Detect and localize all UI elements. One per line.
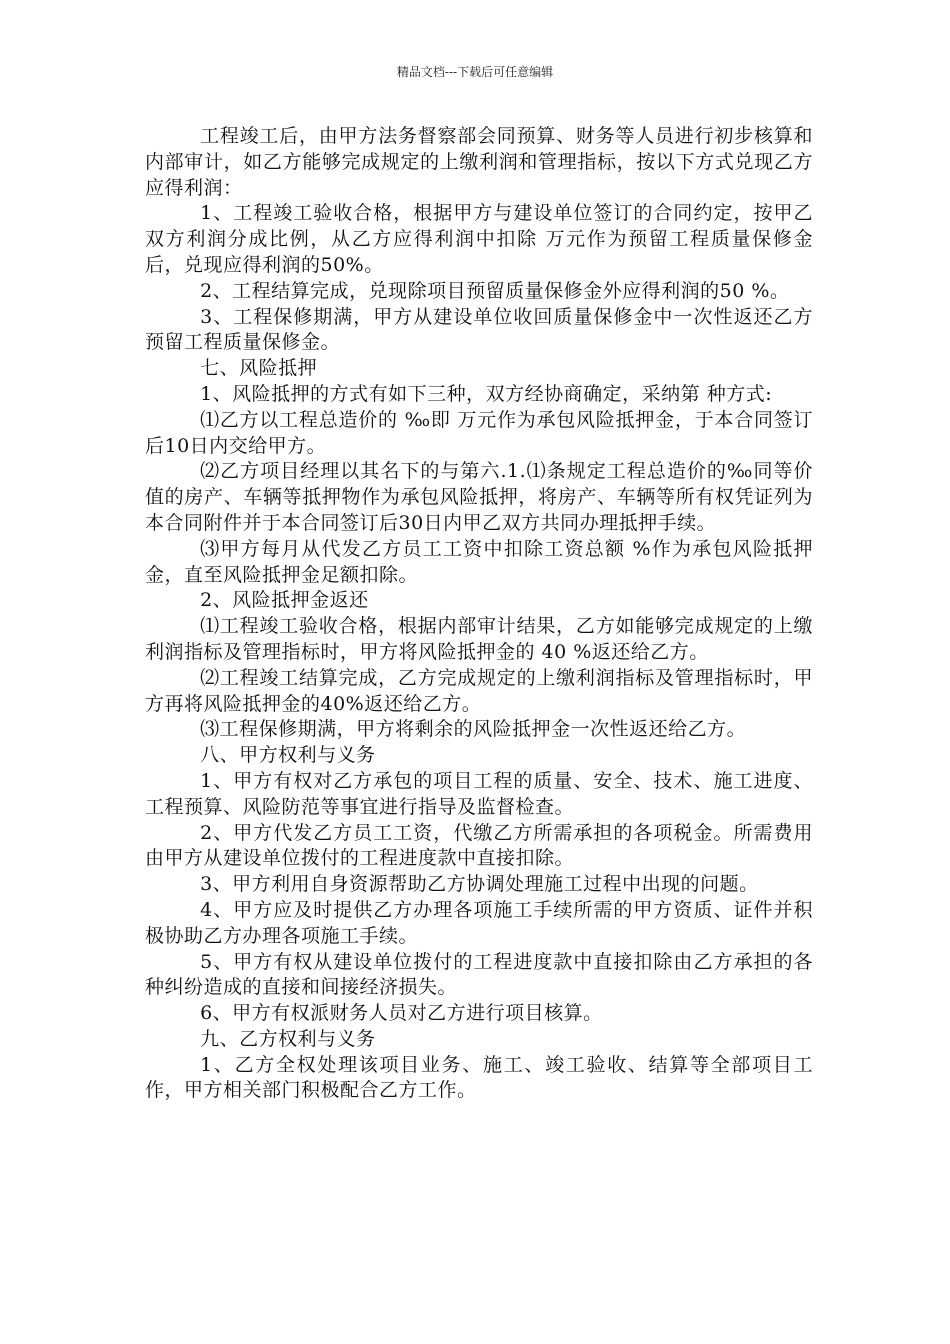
paragraph: 5、甲方有权从建设单位拨付的工程进度款中直接扣除由乙方承担的各种纠纷造成的直接和间接经济损失。: [145, 950, 813, 999]
paragraph: 1、乙方全权处理该项目业务、施工、竣工验收、结算等全部项目工作，甲方相关部门积极配合乙方工作。: [145, 1053, 813, 1102]
paragraph: 1、工程竣工验收合格，根据甲方与建设单位签订的合同约定，按甲乙双方利润分成比例，从乙方应得利润中扣除 万元作为预留工程质量保修金后，兑现应得利润的50%。: [145, 202, 813, 276]
paragraph: 6、甲方有权派财务人员对乙方进行项目核算。: [200, 1002, 603, 1025]
paragraph: 1、甲方有权对乙方承包的项目工程的质量、安全、技术、施工进度、工程预算、风险防范等事宜进行指导及监督检查。: [145, 769, 813, 818]
paragraph: ⑶工程保修期满，甲方将剩余的风险抵押金一次性返还给乙方。: [200, 718, 747, 741]
paragraph: 4、甲方应及时提供乙方办理各项施工手续所需的甲方资质、证件并积极协助乙方办理各项施工手续。: [145, 898, 813, 947]
paragraph: ⑴乙方以工程总造价的 ‰即 万元作为承包风险抵押金，于本合同签订后10日内交给甲方。: [145, 408, 813, 457]
section-heading: 九、乙方权利与义务: [200, 1027, 376, 1050]
section-heading: 七、风险抵押: [200, 357, 318, 380]
subsection-heading: 2、风险抵押金返还: [200, 589, 369, 612]
paragraph: ⑶甲方每月从代发乙方员工工资中扣除工资总额 %作为承包风险抵押金，直至风险抵押金足额扣除。: [145, 537, 813, 586]
paragraph: ⑵工程竣工结算完成，乙方完成规定的上缴利润指标及管理指标时，甲方再将风险抵押金的40%返还给乙方。: [145, 666, 813, 715]
paragraph: 1、风险抵押的方式有如下三种，双方经协商确定，采纳第 种方式:: [200, 382, 773, 405]
paragraph: ⑴工程竣工验收合格，根据内部审计结果，乙方如能够完成规定的上缴利润指标及管理指标时，甲方将风险抵押金的 40 %返还给乙方。: [145, 615, 813, 663]
paragraph: 3、工程保修期满，甲方从建设单位收回质量保修金中一次性返还乙方预留工程质量保修金。: [145, 305, 813, 354]
paragraph: 3、甲方利用自身资源帮助乙方协调处理施工过程中出现的问题。: [200, 873, 759, 896]
document-body: [145, 124, 813, 1104]
page-header: 精品文档---下载后可任意编辑: [396, 65, 554, 79]
section-heading: 八、甲方权利与义务: [200, 744, 376, 767]
paragraph: 2、工程结算完成，兑现除项目预留质量保修金外应得利润的50 %。: [200, 279, 790, 302]
paragraph: 2、甲方代发乙方员工工资，代缴乙方所需承担的各项税金。所需费用由甲方从建设单位拨付的工程进度款中直接扣除。: [145, 821, 813, 870]
paragraph: 工程竣工后，由甲方法务督察部会同预算、财务等人员进行初步核算和内部审计，如乙方能够完成规定的上缴利润和管理指标，按以下方式兑现乙方应得利润：: [145, 125, 813, 199]
paragraph: ⑵乙方项目经理以其名下的与第六.1.⑴条规定工程总造价的‰同等价值的房产、车辆等抵押物作为承包风险抵押，将房产、车辆等所有权凭证列为本合同附件并于本合同签订后30日内甲乙双方共同办理抵押手续。: [145, 460, 813, 534]
